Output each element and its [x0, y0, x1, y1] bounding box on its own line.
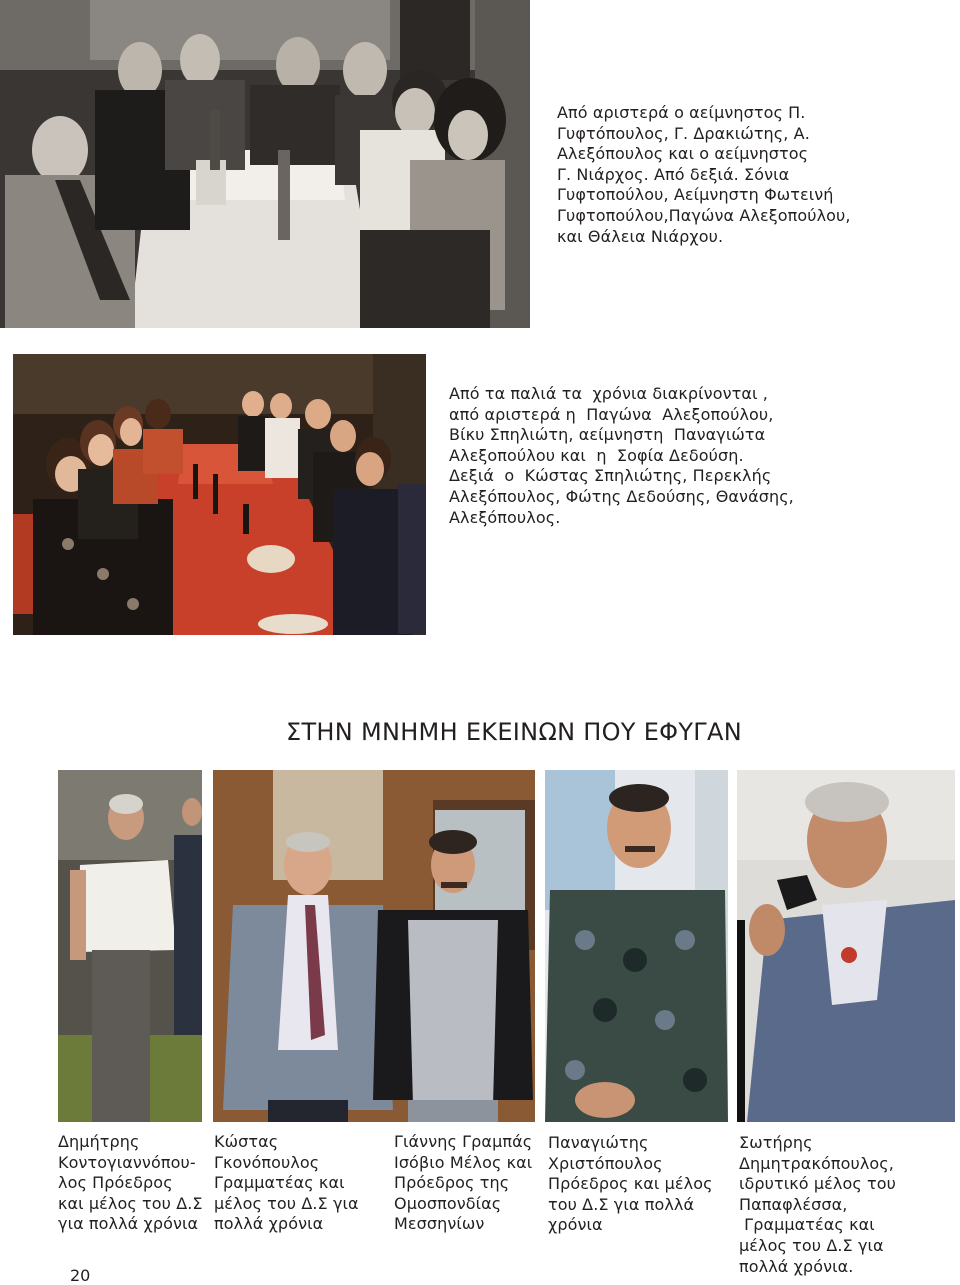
- portrait-1: [58, 770, 202, 1122]
- caption-line: Χριστόπουλος: [548, 1153, 663, 1173]
- caption-line: Αλεξόπουλος.: [449, 507, 561, 527]
- caption-line: και μέλος του Δ.Σ: [58, 1193, 203, 1213]
- caption-line: Δεξιά ο Κώστας Σπηλιώτης, Περεκλής: [449, 466, 772, 486]
- caption-line: Μεσσηνίων: [394, 1214, 485, 1234]
- caption-line: Πρόεδρος και μέλος: [548, 1174, 713, 1194]
- caption-line: πολλά χρόνια: [214, 1214, 324, 1234]
- caption-line: Γυφτοπούλου, Αείμνηστη Φωτεινή: [557, 185, 834, 205]
- caption-line: Αλεξόπουλος, Φώτης Δεδούσης, Θανάσης,: [449, 486, 794, 506]
- caption-line: Γραμματέας και: [214, 1173, 345, 1193]
- caption-line: Παπαφλέσσα,: [739, 1194, 848, 1214]
- page-number: 20: [70, 1266, 91, 1285]
- caption-line: μέλος του Δ.Σ για: [739, 1235, 884, 1255]
- caption-line: Από τα παλιά τα χρόνια διακρίνονται ,: [449, 384, 768, 403]
- caption-photo-dinner-color: [449, 384, 794, 528]
- caption-line: Κώστας: [214, 1132, 279, 1151]
- caption-line: Αλεξόπουλος και ο αείμνηστος: [557, 144, 809, 164]
- portrait-3: [545, 770, 728, 1122]
- caption-line: Σωτήρης: [739, 1133, 813, 1152]
- caption-line: Παναγιώτης: [548, 1133, 649, 1152]
- caption-line: του Δ.Σ για πολλά: [548, 1194, 695, 1214]
- photo-dinner-bw: [0, 0, 530, 328]
- caption-line: για πολλά χρόνια: [58, 1214, 199, 1234]
- caption-line: Βίκυ Σπηλιώτη, αείμνηστη Παναγιώτα: [449, 425, 766, 445]
- caption-line: και Θάλεια Νιάρχου.: [557, 226, 724, 246]
- photo-dinner-color: [13, 354, 426, 635]
- section-heading: ΣΤΗΝ ΜΝΗΜΗ ΕΚΕΙΝΩΝ ΠΟΥ ΕΦΥΓΑΝ: [286, 718, 742, 746]
- caption-line: μέλος του Δ.Σ για: [214, 1193, 359, 1213]
- caption-line: Δημήτρης: [58, 1132, 140, 1151]
- caption-line: Ισόβιο Μέλος και: [394, 1152, 533, 1172]
- caption-line: Δημητρακόπουλος,: [739, 1153, 894, 1173]
- caption-line: λος Πρόεδρος: [58, 1173, 173, 1193]
- portrait-caption-1: [58, 1132, 203, 1235]
- portrait-caption-4: [548, 1133, 713, 1236]
- caption-line: Από αριστερά ο αείμνηστος Π.: [557, 103, 806, 122]
- caption-line: πολλά χρόνια.: [739, 1256, 854, 1276]
- caption-line: Πρόεδρος της: [394, 1173, 510, 1193]
- caption-line: Γκονόπουλος: [214, 1152, 320, 1172]
- caption-line: χρόνια: [548, 1215, 603, 1235]
- portrait-caption-2: [214, 1132, 359, 1235]
- caption-line: Γυφτόπουλος, Γ. Δρακιώτης, Α.: [557, 123, 810, 143]
- caption-line: Κοντογιαννόπου-: [58, 1152, 196, 1172]
- caption-line: ιδρυτικό μέλος του: [739, 1174, 897, 1194]
- portrait-2: [213, 770, 535, 1122]
- caption-line: Γραμματέας και: [739, 1215, 875, 1235]
- caption-line: Ομοσπονδίας: [394, 1193, 502, 1213]
- caption-line: Γυφτοπούλου,Παγώνα Αλεξοπούλου,: [557, 205, 851, 225]
- caption-line: Γιάννης Γραμπάς: [394, 1132, 533, 1151]
- caption-photo-dinner-bw: [557, 103, 851, 247]
- portrait-caption-5: [739, 1133, 896, 1277]
- portrait-caption-3: [394, 1132, 532, 1235]
- portrait-4: [737, 770, 955, 1122]
- caption-line: Γ. Νιάρχος. Από δεξιά. Σόνια: [557, 164, 790, 184]
- caption-line: από αριστερά η Παγώνα Αλεξοπούλου,: [449, 404, 774, 424]
- caption-line: Αλεξοπούλου και η Σοφία Δεδούση.: [449, 445, 744, 465]
